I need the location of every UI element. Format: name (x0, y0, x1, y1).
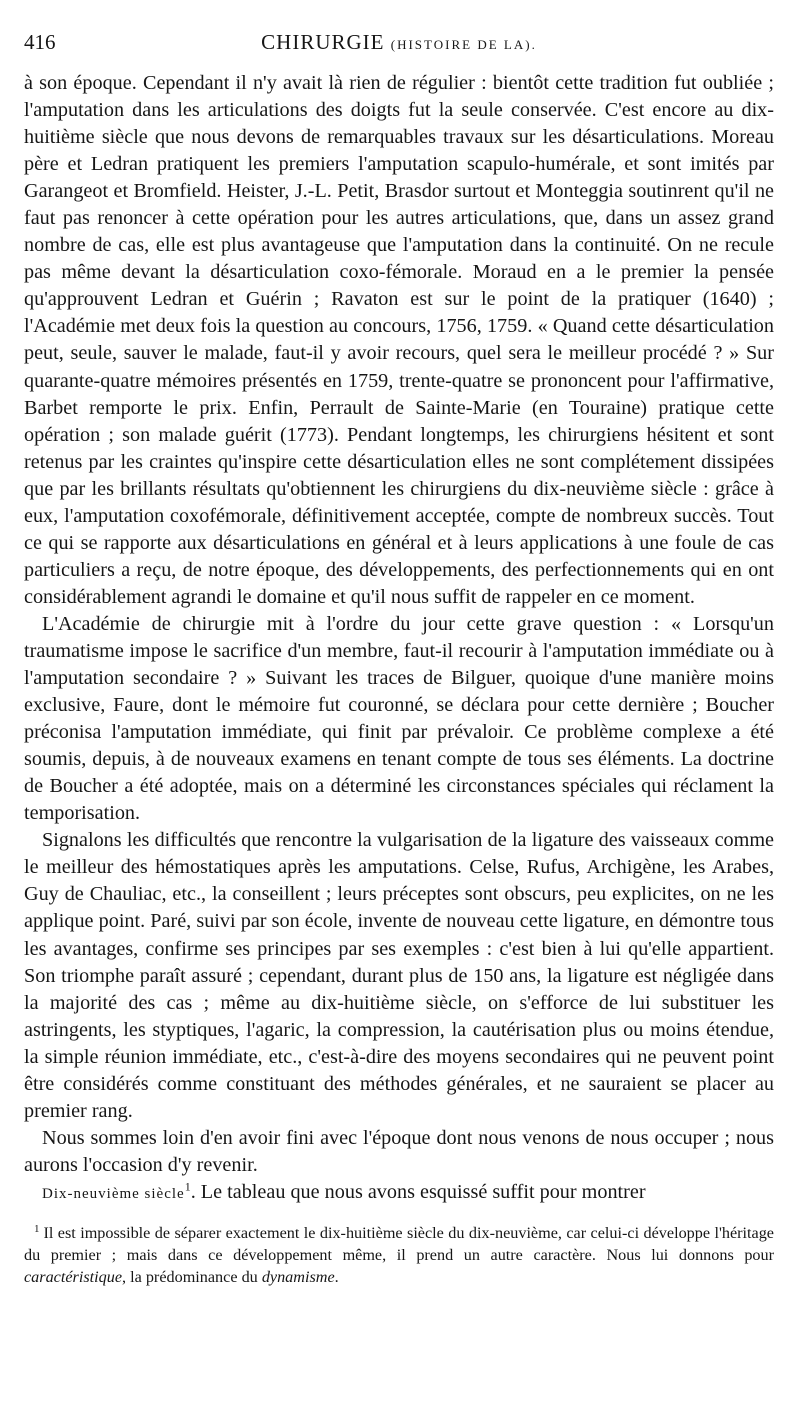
body-text (24, 70, 774, 1208)
section-note-marker: 1 (184, 1179, 191, 1194)
page-number: 416 (24, 30, 56, 54)
paragraph-ligature: Signalons les difficultés que rencontre la vulgarisation de la ligature des vaisseaux comme le meilleur des hémostatiques après les amputations. Celse, Rufus, Archigène, les Arabes, Guy de Chauliac, etc., la conseillent ; leurs préceptes sont obscurs, peu explicites, on ne les applique point. Paré, suivi par son école, invente de nouveau cette ligature, en démontre tous les avantages, confirme ses principes par ses exemples : c'est bien à lui qu'elle appartient. Son triomphe paraît assuré ; cependant, durant plus de 150 ans, la ligature est négligée dans la majorité des cas ; même au dix-huitième siècle, on s'efforce de lui substituer les astringents, les styptiques, l'agaric, la compression, la cautérisation plus ou moins étendue, la simple réunion immédiate, etc., c'est-à-dire des moyens secondaires qui ne peuvent point être considérés comme constituant des méthodes générales, et ne sauraient se placer au premier rang. (24, 829, 774, 1122)
footnote-text-middle: , la prédominance du (122, 1267, 262, 1286)
footnote-text-after: . (334, 1267, 339, 1286)
section-heading: Dix-neuvième siècle (42, 1185, 185, 1202)
running-title-sub: (HISTOIRE DE LA). (390, 37, 537, 52)
footnote-text (24, 1222, 774, 1288)
running-title (174, 30, 774, 55)
section-paragraph (24, 1179, 774, 1208)
section-text: . Le tableau que nous avons esquissé suffit pour montrer (190, 1180, 646, 1203)
footnote (24, 1222, 774, 1288)
footnote-marker: 1 (34, 1222, 40, 1235)
paragraph-academie: L'Académie de chirurgie mit à l'ordre du jour cette grave question : « Lorsqu'un traumatisme impose le sacrifice d'un membre, faut-il recourir à l'amputation immédiate ou à l'amputation secondaire ? » Suivant les traces de Bilguer, quoique d'une manière moins exclusive, Faure, dont le mémoire fut couronné, se déclara pour cette dernière ; Boucher préconisa l'amputation immédiate, qui finit par prévaloir. Ce problème complexe a été soumis, depuis, à de nouveaux examens en tenant compte de tous ses éléments. La doctrine de Boucher a été adoptée, mais on a déterminé les circonstances spéciales qui réclament la temporisation. (24, 612, 774, 825)
paragraph-desarticulations: à son époque. Cependant il n'y avait là rien de régulier : bientôt cette tradition fut oubliée ; l'amputation dans les articulations des doigts fut la seule conservée. C'est encore au dix-huitième siècle que nous devons de remarquables travaux sur les désarticulations. Moreau père et Ledran pratiquent les premiers l'amputation scapulo-humérale, et sont imités par Garangeot et Bromfield. Heister, J.-L. Petit, Brasdor surtout et Monteggia soutinrent qu'il ne faut pas renoncer à cette opération pour les autres articulations, que, dans un assez grand nombre de cas, elle est plus avantageuse que l'amputation dans la continuité. On ne recule pas même devant la désarticulation coxo-fémorale. Moraud en a le premier la pensée qu'approuvent Ledran et Guérin ; Ravaton est sur le point de la pratiquer (1640) ; l'Académie met deux fois la question au concours, 1756, 1759. « Quand cette désarticulation peut, seule, sauver le malade, faut-il y avoir recours, quel sera le meilleur procédé ? » Sur quarante-quatre mémoires présentés en 1759, trente-quatre se prononcent pour l'affirmative, Barbet remporte le prix. Enfin, Perrault de Sainte-Marie (en Touraine) pratique cette opération ; son malade guérit (1773). Pendant longtemps, les chirurgiens hésitent et sont retenus par les craintes qu'inspire cette désarticulation elles ne sont complétement dissipées que par les brillants résultats qu'obtiennent les chirurgiens du dix-neuvième siècle : grâce à eux, l'amputation coxofémorale, définitivement acceptée, compte de nombreux succès. Tout ce qui se rapporte aux désarticulations en général et à leurs applications à une foule de cas particuliers a reçu, de notre époque, des développements, des perfectionnements qui en ont considérablement agrandi le domaine et qu'il nous suffit de rappeler en ce moment. (24, 72, 774, 608)
footnote-emphasis-caracteristique: caractéristique (24, 1267, 123, 1286)
footnote-emphasis-dynamisme: dynamisme (261, 1267, 335, 1286)
running-title-main: CHIRURGIE (261, 30, 385, 54)
footnote-text-before: Il est impossible de séparer exactement le dix-huitième siècle du dix-neuvième, car celui-ci développe l'héritage du premier ; mais dans ce développement même, il prend un autre caractère. Nous lui donnons pour (24, 1223, 774, 1264)
paragraph-epoque: Nous sommes loin d'en avoir fini avec l'époque dont nous venons de nous occuper ; nous aurons l'occasion d'y revenir. (24, 1126, 774, 1176)
running-header (24, 30, 774, 64)
